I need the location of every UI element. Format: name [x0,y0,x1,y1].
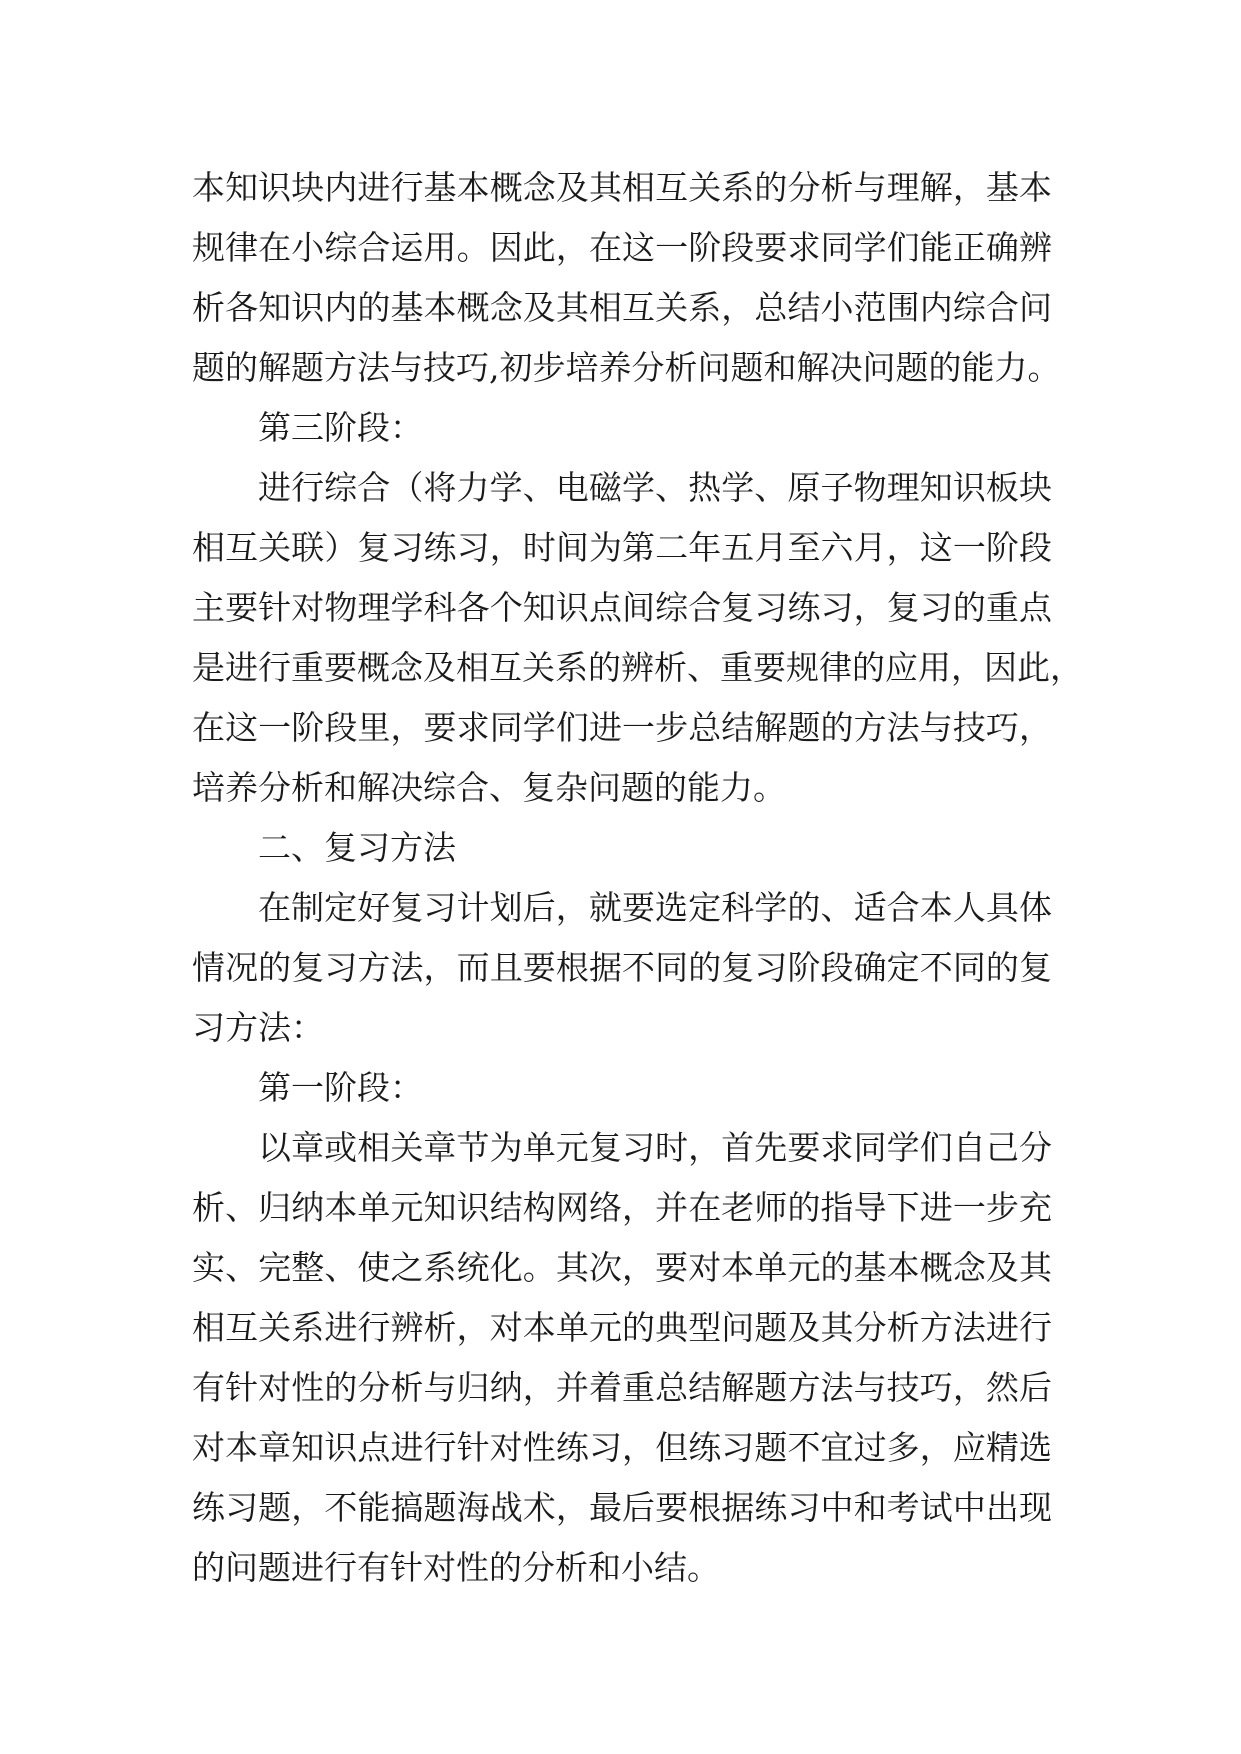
text-line: 在这一阶段里，要求同学们进一步总结解题的方法与技巧， [192,708,1052,747]
text-line: 练习题，不能搞题海战术，最后要根据练习中和考试中出现 [192,1488,1052,1527]
text-line: 有针对性的分析与归纳，并着重总结解题方法与技巧，然后 [192,1368,1052,1407]
section-heading: 第三阶段： [258,408,423,447]
text-line: 情况的复习方法，而且要根据不同的复习阶段确定不同的复 [192,948,1052,987]
paragraph-first-line: 进行综合（将力学、电磁学、热学、原子物理知识板块 [258,468,1052,507]
text-line: 题的解题方法与技巧,初步培养分析问题和解决问题的能力。 [192,348,1061,387]
section-heading: 第一阶段： [258,1068,423,1107]
text-line: 析、归纳本单元知识结构网络，并在老师的指导下进一步充 [192,1188,1052,1227]
text-line: 培养分析和解决综合、复杂问题的能力。 [192,768,786,807]
text-line: 相互关联）复习练习，时间为第二年五月至六月，这一阶段 [192,528,1052,567]
paragraph-first-line: 以章或相关章节为单元复习时，首先要求同学们自己分 [258,1128,1052,1167]
text-line: 本知识块内进行基本概念及其相互关系的分析与理解，基本 [192,168,1052,207]
text-line: 是进行重要概念及相互关系的辨析、重要规律的应用，因此， [192,648,1083,687]
text-line: 主要针对物理学科各个知识点间综合复习练习，复习的重点 [192,588,1052,627]
text-line: 对本章知识点进行针对性练习，但练习题不宜过多，应精选 [192,1428,1052,1467]
text-line: 习方法： [192,1008,324,1047]
document-page [192,158,1083,1598]
text-line: 析各知识内的基本概念及其相互关系，总结小范围内综合问 [192,288,1052,327]
text-line: 相互关系进行辨析，对本单元的典型问题及其分析方法进行 [192,1308,1052,1347]
text-line: 实、完整、使之系统化。其次，要对本单元的基本概念及其 [192,1248,1052,1287]
section-heading: 二、复习方法 [258,828,456,867]
text-line: 的问题进行有针对性的分析和小结。 [192,1548,720,1587]
paragraph-first-line: 在制定好复习计划后，就要选定科学的、适合本人具体 [258,888,1052,927]
text-line: 规律在小综合运用。因此，在这一阶段要求同学们能正确辨 [192,228,1052,267]
